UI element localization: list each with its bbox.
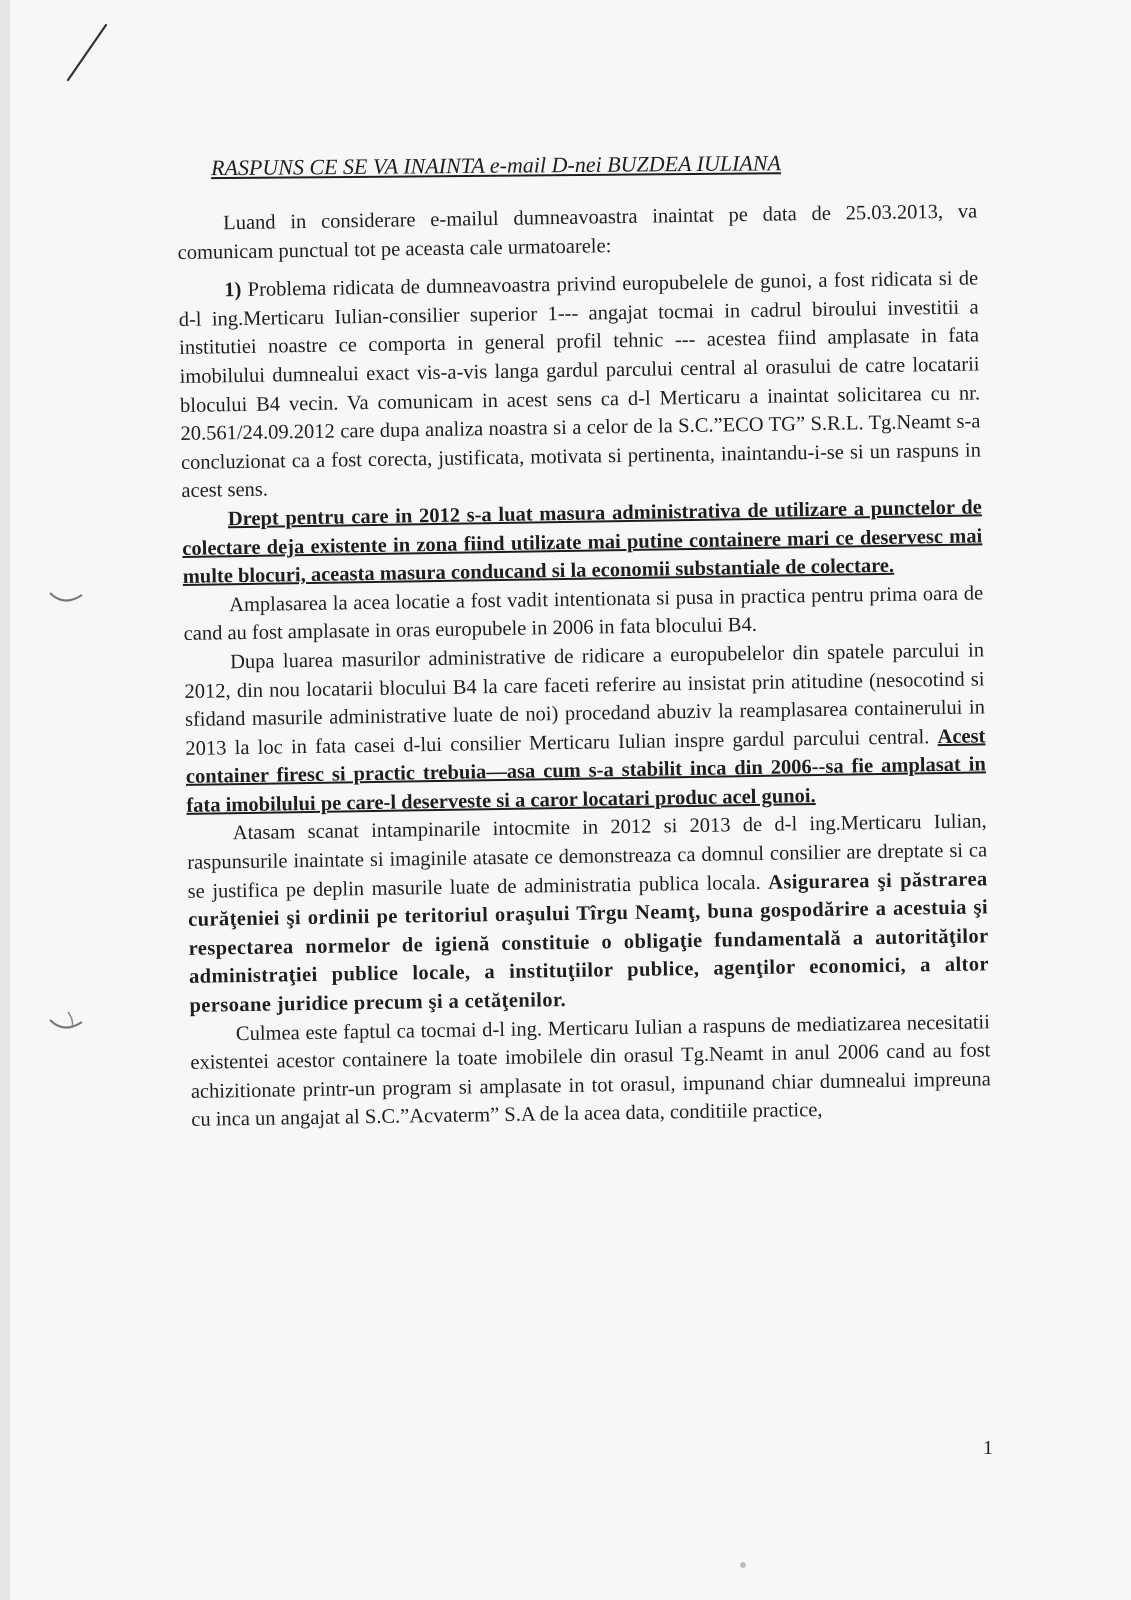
emphasized-text: Acest container firesc si practic trebuia—asa cum s-a stabilit inca din 2006--sa fie amplasat in fata imobilului pe care-l deserveste si a caror locatari produc acel gunoi. [185,725,986,817]
paragraph-1-text: Problema ridicata de dumneavoastra privind europubelele de gunoi, a fost ridicata si de d-l ing.Merticaru Iulian-consilier superior 1--- angajat tocmai in cadrul biroului investitii a institutiei noastre ce comporta in general profil tehnic --- acestea fiind amplasate in fata imobilului dumnealui exact vis-a-vis langa gardul parcului central al orasului de catre locatarii blocului B4 vecin. Va comunicam in acest sens ca d-l Merticaru a inaintat solicitarea cu nr. 20.561/24.09.2012 care dupa analiza noastra si a celor de la S.C.”ECO TG” S.R.L. Tg.Neamt s-a concluzionat ca a fost corecta, justificata, motivata si pertinenta, inaintandu-i-se si un raspuns in acest sens. [178,267,982,503]
paragraph-1 [178,265,981,506]
scan-edge [0,0,10,1600]
paragraph-5-text: Atasam scanat intampinarile intocmite in 2012 si 2013 de d-l ing.Merticaru Iulian, raspunsurile inaintate si imaginile atasate ce demonstreaza ca domnul consilier are dreptate si ca se justifica pe deplin masurile luate de administratia publica locala. [187,810,988,903]
paragraph-6: Culmea este faptul ca tocmai d-l ing. Merticaru Iulian a raspuns de mediatizarea necesitatii existentei acestor containere la toate imobilele din orasul Tg.Neamt in anul 2006 cand au fost achizitionate printr-un program si amplasate in tot orasul, impunand chiar dumnealui impreuna cu inca un angajat al S.C.”Acvaterm” S.A de la acea data, conditiile practice, [190,1010,991,1132]
punch-hole-mark [46,1012,86,1034]
paragraph-4-text: Dupa luarea masurilor administrative de ridicare a europubelelor din spatele parcului in 2012, din nou locatarii blocului B4 la care faceti referire au insistat prin atitudine (nesocotind si sfidand masurile administrative luate de noi) procedand abuziv la reamplasarea containerului in 2013 la loc in fata casei d-lui consilier Merticaru Iulian inspre gardul parcului central. [184,639,986,760]
intro-paragraph: Luand in considerare e-mailul dumneavoastra inaintat pe data de 25.03.2013, va comunicam punctual tot pe aceasta cale urmatoarele: [177,200,978,264]
document-title: RASPUNS CE SE VA INAINTA e-mail D-nei BUZDEA IULIANA [210,150,782,181]
paragraph-4 [184,636,987,820]
scan-speck [740,1562,746,1568]
punch-hole-mark [46,585,86,607]
emphasized-text: Drept pentru care in 2012 s-a luat masura administrativa de utilizare a punctelor de colectare deja existente in zona fiind utilizate mai putine containere mari ce deservesc mai multe blocuri, aceasta masura conducand si la economii substantiale de colectare. [182,496,983,589]
paragraph-2 [182,493,983,591]
bold-text: Asigurarea şi păstrarea curăţeniei şi ordinii pe teritoriul oraşului Tîrgu Neamţ, buna gospodărire a acestuia şi respectarea normelor de igienă constituie o obligaţie fundamentală a autorităţilor administraţiei publice locale, a instituţiilor publice, agenţilor economici, a altor persoane juridice precum şi a cetăţenilor. [187,868,990,1017]
handwritten-slash-mark [62,22,112,84]
page-number: 1 [983,1437,993,1459]
paragraph-5 [187,808,990,1021]
document-body [177,197,991,1134]
paragraph-3: Amplasarea la acea locatie a fost vadit intentionata si pusa in practica pentru prima oara de cand au fost amplasate in oras europubele in 2006 in fata blocului B4. [183,582,984,646]
item-number: 1) [224,279,242,302]
